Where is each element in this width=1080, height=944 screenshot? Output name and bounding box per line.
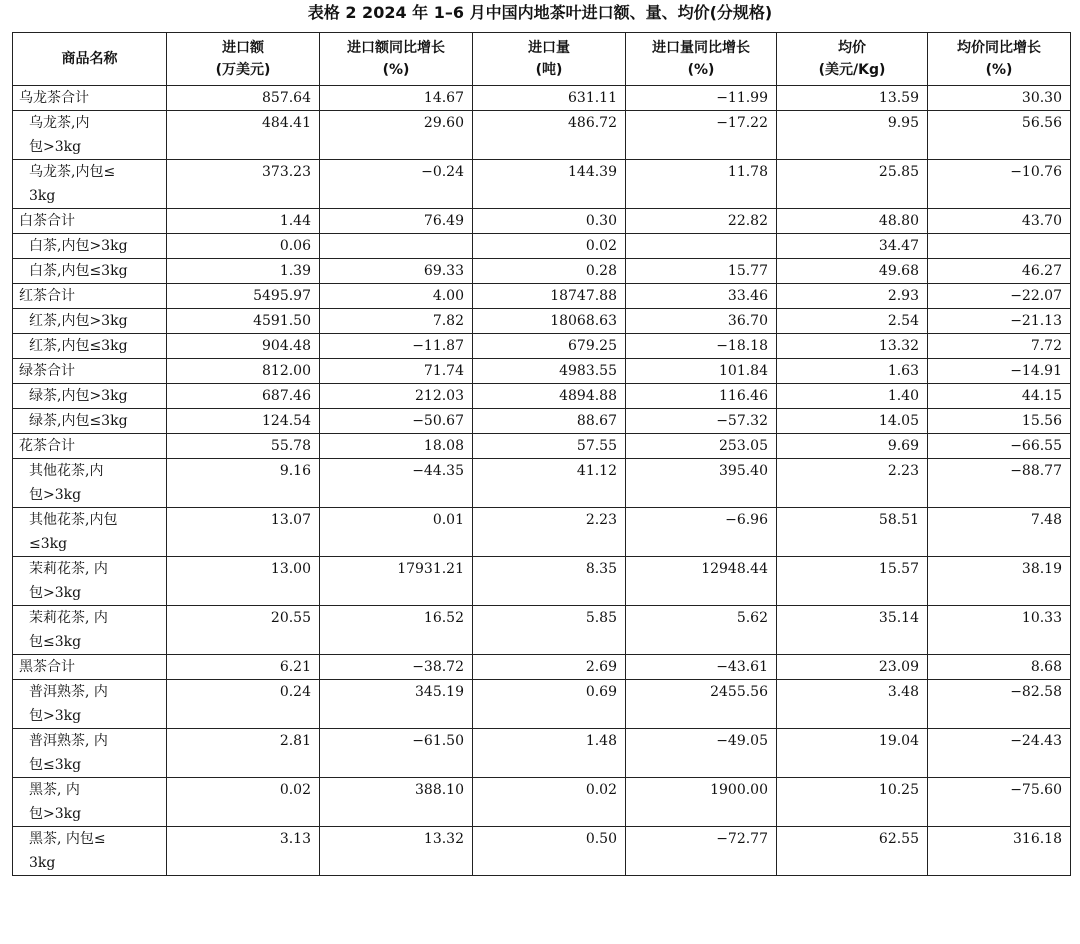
- cell-import-volume: 5.85: [473, 606, 626, 655]
- cell-avg-price: 14.05: [777, 409, 928, 434]
- cell-import-value: 812.00: [167, 359, 320, 384]
- cell-import-volume: 0.02: [473, 778, 626, 827]
- table-row: [13, 557, 1071, 606]
- cell-import-volume-yoy: 22.82: [626, 209, 777, 234]
- cell-import-volume-yoy: 33.46: [626, 284, 777, 309]
- cell-avg-price: 10.25: [777, 778, 928, 827]
- cell-import-volume: 0.02: [473, 234, 626, 259]
- cell-avg-price: 58.51: [777, 508, 928, 557]
- cell-import-value: 484.41: [167, 111, 320, 160]
- cell-avg-price: 13.32: [777, 334, 928, 359]
- cell-product-name: [13, 508, 167, 557]
- cell-avg-price: 34.47: [777, 234, 928, 259]
- table-row: [13, 606, 1071, 655]
- cell-product-name: [13, 309, 167, 334]
- cell-import-volume: 0.30: [473, 209, 626, 234]
- table-row: [13, 459, 1071, 508]
- cell-avg-price-yoy: −22.07: [928, 284, 1071, 309]
- cell-avg-price: 2.23: [777, 459, 928, 508]
- cell-avg-price-yoy: 44.15: [928, 384, 1071, 409]
- cell-import-value: 1.39: [167, 259, 320, 284]
- product-name-line: 花茶合计: [19, 438, 75, 454]
- cell-import-volume: 88.67: [473, 409, 626, 434]
- header-line: (美元/Kg): [818, 62, 886, 78]
- header-line: (吨): [535, 62, 563, 78]
- product-name-line: 红茶,内包>3kg: [29, 313, 128, 329]
- table-row-total: [13, 284, 1071, 309]
- cell-avg-price-yoy: −14.91: [928, 359, 1071, 384]
- cell-import-volume: 18068.63: [473, 309, 626, 334]
- cell-import-volume: 0.50: [473, 827, 626, 876]
- product-name-line: 茉莉花茶, 内: [29, 610, 108, 626]
- table-row: [13, 827, 1071, 876]
- header-line: (%): [687, 62, 715, 78]
- cell-import-value: 3.13: [167, 827, 320, 876]
- product-name-line: 包>3kg: [29, 708, 82, 724]
- table-row-total: [13, 86, 1071, 111]
- cell-import-volume-yoy: −18.18: [626, 334, 777, 359]
- cell-import-value: 13.00: [167, 557, 320, 606]
- product-name-line: 普洱熟茶, 内: [29, 684, 108, 700]
- header-line: (万美元): [215, 62, 271, 78]
- cell-product-name: [13, 434, 167, 459]
- cell-import-volume: 4983.55: [473, 359, 626, 384]
- product-name-line: 包>3kg: [29, 139, 82, 155]
- cell-import-volume: 2.23: [473, 508, 626, 557]
- cell-import-value: 687.46: [167, 384, 320, 409]
- table-row: [13, 409, 1071, 434]
- cell-avg-price-yoy: −66.55: [928, 434, 1071, 459]
- cell-product-name: [13, 680, 167, 729]
- product-name-line: 白茶,内包>3kg: [29, 238, 128, 254]
- cell-import-value-yoy: 76.49: [320, 209, 473, 234]
- cell-import-value-yoy: 13.32: [320, 827, 473, 876]
- table-row: [13, 384, 1071, 409]
- cell-import-value: 0.06: [167, 234, 320, 259]
- table-row-total: [13, 655, 1071, 680]
- cell-import-value-yoy: −11.87: [320, 334, 473, 359]
- cell-import-volume-yoy: 1900.00: [626, 778, 777, 827]
- table-row: [13, 680, 1071, 729]
- cell-import-volume-yoy: −11.99: [626, 86, 777, 111]
- product-name-line: 包≤3kg: [29, 757, 82, 773]
- cell-import-value: 9.16: [167, 459, 320, 508]
- cell-avg-price-yoy: −10.76: [928, 160, 1071, 209]
- product-name-line: 其他花茶,内包: [29, 512, 118, 528]
- header-product-name: [13, 33, 167, 86]
- cell-import-value: 373.23: [167, 160, 320, 209]
- cell-import-volume-yoy: −6.96: [626, 508, 777, 557]
- cell-product-name: [13, 359, 167, 384]
- cell-import-volume-yoy: −72.77: [626, 827, 777, 876]
- cell-product-name: [13, 459, 167, 508]
- table-row: [13, 778, 1071, 827]
- product-name-line: 3kg: [29, 855, 56, 871]
- cell-avg-price: 62.55: [777, 827, 928, 876]
- cell-avg-price: 49.68: [777, 259, 928, 284]
- table-row: [13, 234, 1071, 259]
- cell-avg-price: 48.80: [777, 209, 928, 234]
- table-row-total: [13, 434, 1071, 459]
- header-line: (%): [382, 62, 410, 78]
- cell-import-volume-yoy: 11.78: [626, 160, 777, 209]
- cell-import-volume-yoy: −49.05: [626, 729, 777, 778]
- cell-avg-price-yoy: 15.56: [928, 409, 1071, 434]
- cell-import-value: 13.07: [167, 508, 320, 557]
- cell-import-value-yoy: 17931.21: [320, 557, 473, 606]
- cell-product-name: [13, 284, 167, 309]
- product-name-line: 3kg: [29, 188, 56, 204]
- cell-avg-price-yoy: 30.30: [928, 86, 1071, 111]
- cell-import-value-yoy: 16.52: [320, 606, 473, 655]
- product-name-line: 包≤3kg: [29, 634, 82, 650]
- header-line: 进口额同比增长: [347, 40, 445, 56]
- cell-import-value-yoy: 71.74: [320, 359, 473, 384]
- cell-import-value-yoy: 18.08: [320, 434, 473, 459]
- cell-avg-price: 3.48: [777, 680, 928, 729]
- cell-import-volume: 4894.88: [473, 384, 626, 409]
- product-name-line: ≤3kg: [29, 536, 68, 552]
- cell-avg-price: 2.54: [777, 309, 928, 334]
- cell-avg-price-yoy: 56.56: [928, 111, 1071, 160]
- cell-import-value: 0.24: [167, 680, 320, 729]
- cell-avg-price-yoy: 8.68: [928, 655, 1071, 680]
- cell-avg-price: 2.93: [777, 284, 928, 309]
- table-row-total: [13, 359, 1071, 384]
- product-name-line: 白茶合计: [19, 213, 75, 229]
- cell-import-volume: 486.72: [473, 111, 626, 160]
- cell-product-name: [13, 209, 167, 234]
- header-import-value-yoy: [320, 33, 473, 86]
- cell-product-name: [13, 160, 167, 209]
- cell-product-name: [13, 334, 167, 359]
- header-import-value: [167, 33, 320, 86]
- cell-import-volume: 631.11: [473, 86, 626, 111]
- cell-product-name: [13, 234, 167, 259]
- table-row: [13, 259, 1071, 284]
- cell-avg-price: 15.57: [777, 557, 928, 606]
- cell-avg-price-yoy: 10.33: [928, 606, 1071, 655]
- cell-import-volume-yoy: −17.22: [626, 111, 777, 160]
- cell-import-volume-yoy: 2455.56: [626, 680, 777, 729]
- product-name-line: 包>3kg: [29, 585, 82, 601]
- cell-import-volume: 18747.88: [473, 284, 626, 309]
- cell-import-value: 2.81: [167, 729, 320, 778]
- cell-import-volume: 2.69: [473, 655, 626, 680]
- cell-import-volume: 8.35: [473, 557, 626, 606]
- product-name-line: 黑茶, 内: [29, 782, 80, 798]
- cell-avg-price-yoy: 46.27: [928, 259, 1071, 284]
- cell-import-value: 904.48: [167, 334, 320, 359]
- header-line: 进口量同比增长: [652, 40, 750, 56]
- header-line: (%): [985, 62, 1013, 78]
- cell-product-name: [13, 259, 167, 284]
- cell-import-value-yoy: 345.19: [320, 680, 473, 729]
- cell-import-volume-yoy: 101.84: [626, 359, 777, 384]
- table-row-total: [13, 209, 1071, 234]
- cell-product-name: [13, 606, 167, 655]
- cell-avg-price: 1.40: [777, 384, 928, 409]
- product-name-line: 绿茶合计: [19, 363, 75, 379]
- cell-product-name: [13, 778, 167, 827]
- cell-import-value-yoy: −38.72: [320, 655, 473, 680]
- product-name-line: 黑茶, 内包≤: [29, 831, 106, 847]
- product-name-line: 包>3kg: [29, 487, 82, 503]
- cell-product-name: [13, 384, 167, 409]
- header-line: 进口额: [222, 40, 264, 56]
- product-name-line: 乌龙茶,内: [29, 115, 90, 131]
- cell-import-value-yoy: 69.33: [320, 259, 473, 284]
- cell-avg-price: 9.95: [777, 111, 928, 160]
- cell-avg-price: 23.09: [777, 655, 928, 680]
- cell-import-value-yoy: 212.03: [320, 384, 473, 409]
- cell-import-volume: 1.48: [473, 729, 626, 778]
- table-row: [13, 729, 1071, 778]
- cell-import-volume: 57.55: [473, 434, 626, 459]
- cell-import-value: 55.78: [167, 434, 320, 459]
- cell-product-name: [13, 86, 167, 111]
- cell-import-volume-yoy: −43.61: [626, 655, 777, 680]
- cell-avg-price-yoy: −75.60: [928, 778, 1071, 827]
- cell-import-volume-yoy: 395.40: [626, 459, 777, 508]
- cell-avg-price: 1.63: [777, 359, 928, 384]
- cell-import-volume: 679.25: [473, 334, 626, 359]
- cell-avg-price-yoy: −24.43: [928, 729, 1071, 778]
- cell-avg-price: 9.69: [777, 434, 928, 459]
- cell-avg-price-yoy: 7.72: [928, 334, 1071, 359]
- cell-import-value: 857.64: [167, 86, 320, 111]
- cell-import-value: 4591.50: [167, 309, 320, 334]
- cell-import-value-yoy: −0.24: [320, 160, 473, 209]
- table-row: [13, 334, 1071, 359]
- product-name-line: 普洱熟茶, 内: [29, 733, 108, 749]
- cell-import-value: 20.55: [167, 606, 320, 655]
- table-title: 表格 2 2024 年 1–6 月中国内地茶叶进口额、量、均价(分规格): [307, 3, 773, 22]
- tea-import-table: [12, 32, 1071, 876]
- cell-import-volume-yoy: 116.46: [626, 384, 777, 409]
- cell-import-value-yoy: 388.10: [320, 778, 473, 827]
- cell-import-value-yoy: 29.60: [320, 111, 473, 160]
- product-name-line: 乌龙茶合计: [19, 90, 89, 106]
- product-name-line: 乌龙茶,内包≤: [29, 164, 116, 180]
- cell-import-value-yoy: 0.01: [320, 508, 473, 557]
- cell-import-value: 6.21: [167, 655, 320, 680]
- cell-product-name: [13, 409, 167, 434]
- product-name-line: 绿茶,内包>3kg: [29, 388, 128, 404]
- header-line: 均价同比增长: [957, 40, 1041, 56]
- cell-import-value-yoy: 14.67: [320, 86, 473, 111]
- cell-import-value: 5495.97: [167, 284, 320, 309]
- cell-product-name: [13, 111, 167, 160]
- product-name-line: 红茶,内包≤3kg: [29, 338, 128, 354]
- cell-import-volume-yoy: 5.62: [626, 606, 777, 655]
- cell-import-volume-yoy: 12948.44: [626, 557, 777, 606]
- cell-avg-price-yoy: −82.58: [928, 680, 1071, 729]
- cell-avg-price: 25.85: [777, 160, 928, 209]
- product-name-line: 红茶合计: [19, 288, 75, 304]
- header-import-volume: [473, 33, 626, 86]
- cell-import-volume-yoy: −57.32: [626, 409, 777, 434]
- cell-product-name: [13, 557, 167, 606]
- product-name-line: 绿茶,内包≤3kg: [29, 413, 128, 429]
- cell-avg-price: 35.14: [777, 606, 928, 655]
- cell-avg-price-yoy: 38.19: [928, 557, 1071, 606]
- cell-product-name: [13, 827, 167, 876]
- cell-import-volume: 0.69: [473, 680, 626, 729]
- cell-product-name: [13, 729, 167, 778]
- cell-import-value: 0.02: [167, 778, 320, 827]
- product-name-line: 茉莉花茶, 内: [29, 561, 108, 577]
- table-row: [13, 160, 1071, 209]
- cell-avg-price-yoy: −21.13: [928, 309, 1071, 334]
- cell-avg-price-yoy: 43.70: [928, 209, 1071, 234]
- table-body: [13, 86, 1071, 876]
- cell-import-value-yoy: 7.82: [320, 309, 473, 334]
- header-import-volume-yoy: [626, 33, 777, 86]
- header-row: [13, 33, 1071, 86]
- cell-avg-price-yoy: −88.77: [928, 459, 1071, 508]
- cell-import-volume-yoy: [626, 234, 777, 259]
- header-line: 进口量: [528, 40, 570, 56]
- product-name-line: 其他花茶,内: [29, 463, 104, 479]
- product-name-line: 黑茶合计: [19, 659, 75, 675]
- cell-import-volume-yoy: 15.77: [626, 259, 777, 284]
- header-line: 均价: [838, 40, 866, 56]
- cell-import-volume-yoy: 253.05: [626, 434, 777, 459]
- table-row: [13, 508, 1071, 557]
- cell-avg-price: 19.04: [777, 729, 928, 778]
- cell-import-value: 1.44: [167, 209, 320, 234]
- cell-import-value-yoy: −50.67: [320, 409, 473, 434]
- cell-import-volume: 41.12: [473, 459, 626, 508]
- cell-import-volume: 144.39: [473, 160, 626, 209]
- product-name-line: 包>3kg: [29, 806, 82, 822]
- cell-avg-price: 13.59: [777, 86, 928, 111]
- cell-avg-price-yoy: [928, 234, 1071, 259]
- cell-avg-price-yoy: 316.18: [928, 827, 1071, 876]
- table-row: [13, 309, 1071, 334]
- cell-import-value-yoy: −61.50: [320, 729, 473, 778]
- cell-import-volume: 0.28: [473, 259, 626, 284]
- cell-import-value: 124.54: [167, 409, 320, 434]
- header-avg-price: [777, 33, 928, 86]
- cell-import-value-yoy: [320, 234, 473, 259]
- table-row: [13, 111, 1071, 160]
- header-avg-price-yoy: [928, 33, 1071, 86]
- cell-import-value-yoy: −44.35: [320, 459, 473, 508]
- cell-product-name: [13, 655, 167, 680]
- cell-import-value-yoy: 4.00: [320, 284, 473, 309]
- header-line: 商品名称: [61, 51, 118, 67]
- cell-import-volume-yoy: 36.70: [626, 309, 777, 334]
- cell-avg-price-yoy: 7.48: [928, 508, 1071, 557]
- product-name-line: 白茶,内包≤3kg: [29, 263, 128, 279]
